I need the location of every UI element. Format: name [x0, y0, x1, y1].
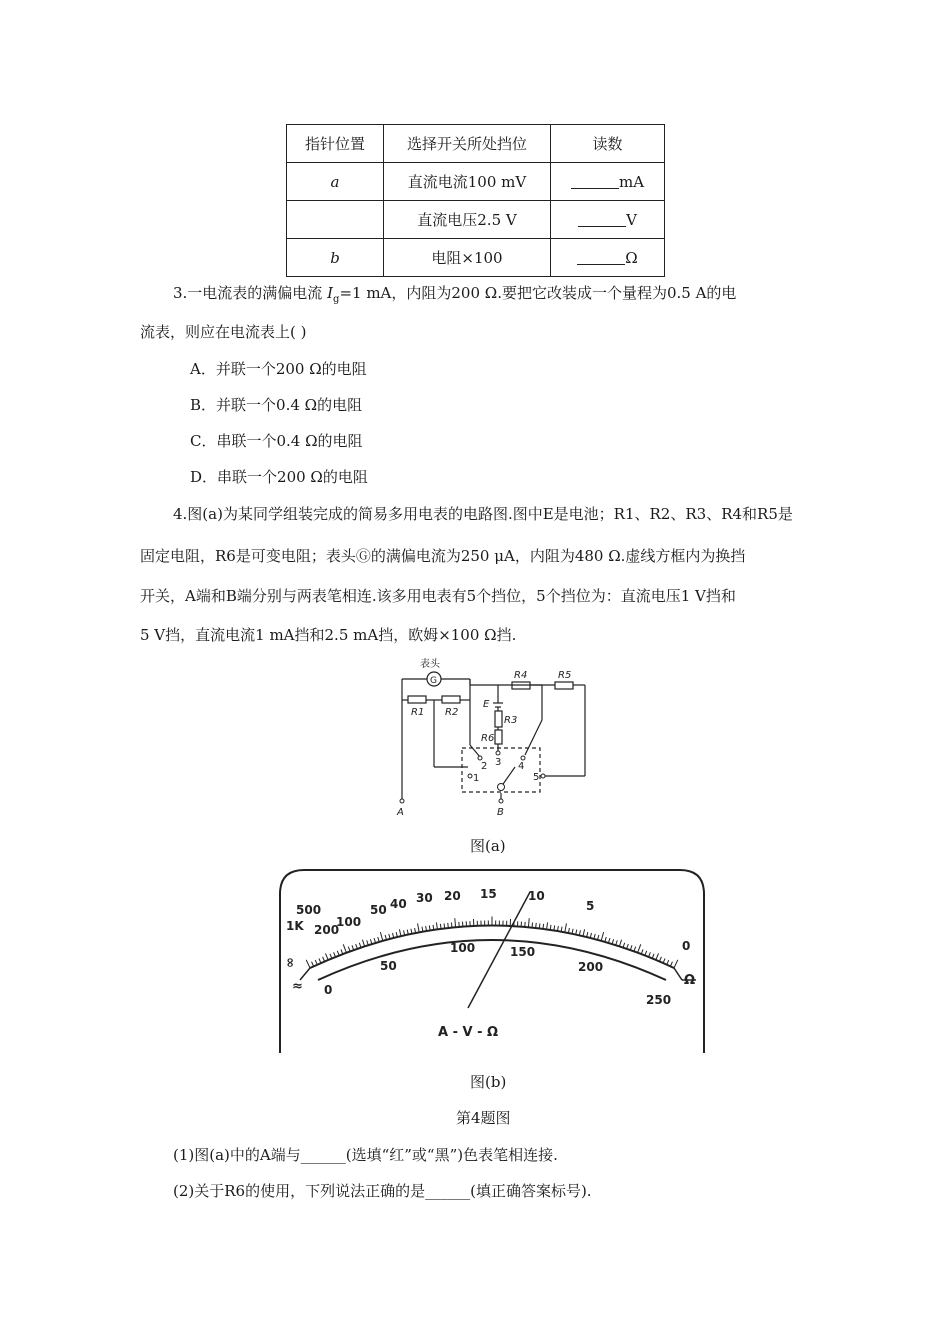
header-cell: 读数: [551, 125, 665, 163]
dial-tick: [547, 922, 548, 929]
table-cell: 直流电流100 mV: [384, 163, 551, 201]
dial-arc-inner: [318, 940, 666, 980]
q4-line-1: 4.图(a)为某同学组装完成的简易多用电表的电路图.图中E是电池；R1、R2、R3、R4和R5是: [173, 505, 793, 523]
ohm-symbol: Ω: [684, 973, 696, 988]
ohm-label: 15: [480, 887, 497, 901]
dial-tick: [323, 957, 325, 962]
dial-tick: [399, 929, 401, 936]
variable-resistor-r6-icon: [495, 730, 502, 744]
table-row: [287, 163, 665, 201]
ohm-label: 200: [314, 923, 340, 937]
dial-tick: [448, 923, 449, 928]
dial-tick: [656, 953, 659, 959]
header-cell: 指针位置: [287, 125, 384, 163]
answer-blank[interactable]: [577, 250, 625, 265]
meter-label: 表头: [420, 659, 440, 670]
dial-tick: [619, 940, 621, 947]
table-row: [287, 201, 665, 239]
dial-tick: [362, 940, 364, 947]
table-cell: a: [287, 163, 384, 201]
dial-tick: [315, 960, 317, 965]
dial-tick: [325, 953, 328, 959]
dial-tick: [330, 954, 332, 959]
dial-tick: [418, 923, 420, 932]
linear-label: 100: [450, 941, 476, 955]
table-cell: 直流电压2.5 V: [384, 201, 551, 239]
ohm-label: 500: [296, 903, 322, 917]
answer-blank[interactable]: [578, 212, 626, 227]
contact-1-label: 1: [473, 773, 480, 784]
q4-line-2: 固定电阻，R6是可变电阻；表头Ⓖ的满偏电流为250 μA，内阻为480 Ω.虚线方框内为换挡: [140, 547, 746, 565]
dial-tick: [440, 924, 441, 929]
dial-tick: [543, 924, 544, 929]
dial-tick: [528, 918, 529, 927]
ohm-label: 5: [586, 899, 595, 913]
dial-tick: [312, 962, 314, 967]
ohm-label: 50: [370, 903, 387, 917]
dial-tick: [436, 922, 437, 929]
ohm-label: 10: [528, 889, 545, 903]
dial-tick: [370, 939, 371, 944]
r6-label: R6: [481, 733, 495, 744]
q3-option-c[interactable]: C．串联一个0.4 Ω的电阻: [190, 432, 363, 450]
resistor-r5-icon: [555, 682, 573, 689]
circuit-diagram: [380, 655, 610, 820]
ohm-label: 0: [682, 939, 691, 953]
caption-fig-a: 图(a): [470, 837, 506, 855]
dial-tick: [306, 960, 310, 968]
resistor-r2-icon: [442, 696, 460, 703]
dial-tick: [663, 958, 665, 963]
caption-fig-b: 图(b): [470, 1073, 507, 1091]
table-cell: 电阻×100: [384, 239, 551, 277]
q3-option-b[interactable]: B．并联一个0.4 Ω的电阻: [190, 396, 363, 414]
dial-tick: [539, 923, 540, 928]
linear-label: 200: [578, 960, 604, 974]
q4-line-4: 5 V挡，直流电流1 mA挡和2.5 mA挡，欧姆×100 Ω挡.: [140, 626, 517, 644]
dial-tick: [583, 929, 585, 936]
unit-label: V: [626, 210, 637, 229]
dial-tick: [601, 932, 603, 941]
ohm-label: 1K: [286, 919, 304, 933]
dial-tick: [444, 923, 445, 928]
table-cell: [287, 201, 384, 239]
linear-label: 0: [324, 983, 333, 997]
dial-tick: [343, 944, 346, 952]
b-terminal-label: B: [497, 807, 504, 818]
dial-tick: [319, 958, 321, 963]
dial-tick: [670, 962, 672, 967]
ohm-label: 40: [390, 897, 407, 911]
r1-label: R1: [411, 707, 425, 718]
r4-label: R4: [514, 670, 528, 681]
dial-tick: [378, 937, 379, 942]
r3-label: R3: [504, 715, 518, 726]
readings-table: [286, 124, 665, 277]
ig-subscript: g: [333, 294, 340, 305]
contact-5-label: 5: [533, 772, 540, 783]
ohm-label: 30: [416, 891, 433, 905]
ig-symbol: I: [327, 284, 334, 302]
dial-tick: [652, 954, 654, 959]
meter-dial: [278, 868, 708, 1056]
table-cell: [551, 201, 665, 239]
dial-tick: [608, 938, 609, 943]
a-terminal-label: A: [397, 807, 404, 818]
table-cell: [551, 163, 665, 201]
dial-tick: [565, 923, 567, 932]
ohm-label: 100: [336, 915, 362, 929]
dial-legend: A - V - Ω: [438, 1025, 499, 1040]
linear-label: 50: [380, 959, 397, 973]
dial-tick: [612, 939, 613, 944]
figure-title: 第4题图: [456, 1109, 511, 1127]
contact-2-label: 2: [481, 761, 488, 772]
dial-tick: [455, 918, 456, 927]
resistor-r3-icon: [495, 711, 502, 727]
contact-3-label: 3: [495, 757, 502, 768]
contact-4-label: 4: [518, 761, 525, 772]
linear-label: 250: [646, 993, 672, 1007]
sub-question-2: (2)关于R6的使用，下列说法正确的是______(填正确答案标号).: [173, 1182, 592, 1200]
ohm-label: 20: [444, 889, 461, 903]
dial-tick: [451, 923, 452, 928]
e-label: E: [483, 699, 490, 710]
q4-line-3: 开关，A端和B端分别与两表笔相连.该多用电表有5个挡位，5个挡位为：直流电压1 V挡和: [140, 587, 736, 605]
r5-label: R5: [558, 670, 572, 681]
table-row: [287, 239, 665, 277]
q3-option-a[interactable]: A．并联一个200 Ω的电阻: [190, 360, 367, 378]
dial-tick: [374, 938, 375, 943]
dial-tick: [380, 932, 382, 941]
q3-line-2: 流表，则应在电流表上( ): [140, 323, 307, 341]
r2-label: R2: [445, 707, 459, 718]
q3-text: 3.一电流表的满偏电流: [173, 284, 328, 302]
resistor-r1-icon: [408, 696, 426, 703]
dial-tick: [605, 937, 606, 942]
table-cell: [551, 239, 665, 277]
dial-tick: [667, 960, 669, 965]
dial-tick: [532, 923, 533, 928]
q3-option-d[interactable]: D．串联一个200 Ω的电阻: [190, 468, 368, 486]
ohm-label-inf: ∞: [283, 957, 298, 968]
dial-tick: [659, 957, 661, 962]
table-cell: b: [287, 239, 384, 277]
dial-tick: [638, 944, 641, 952]
q3-line-1: [173, 283, 736, 310]
unit-label: mA: [618, 172, 645, 191]
sub-question-1: (1)图(a)中的A端与______(选填“红”或“黑”)色表笔相连接.: [173, 1146, 558, 1164]
dial-tick: [674, 960, 678, 968]
table-header-row: [287, 125, 665, 163]
dial-tick: [536, 923, 537, 928]
linear-label: 150: [510, 945, 536, 959]
approx-symbol: ≈: [292, 979, 303, 994]
q3-text: =1 mA，内阻为200 Ω.要把它改装成一个量程为0.5 A的电: [339, 284, 737, 302]
header-cell: 选择开关所处挡位: [384, 125, 551, 163]
answer-blank[interactable]: [571, 174, 619, 189]
unit-label: Ω: [625, 248, 638, 267]
g-label: G: [430, 676, 437, 686]
